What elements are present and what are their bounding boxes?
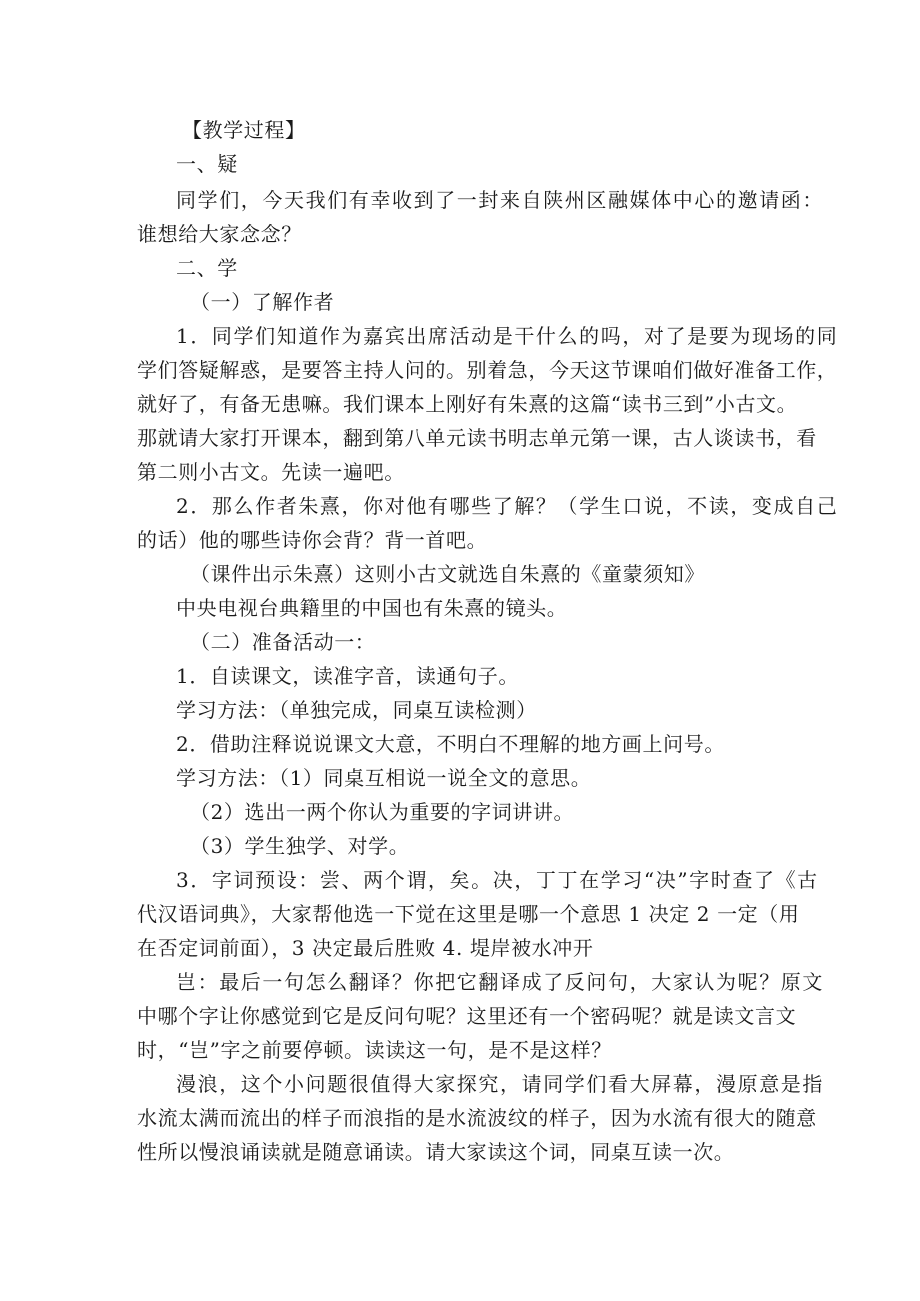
paragraph-line: 时，“岂”字之前要停顿。读读这一句，是不是这样？: [137, 1038, 612, 1062]
paragraph-line: 2．借助注释说说课文大意，不明白不理解的地方画上问号。: [176, 732, 725, 756]
paragraph-line: 中哪个字让你感觉到它是反问句呢？这里还有一个密码呢？就是读文言文: [137, 1004, 797, 1028]
paragraph-line: （3）学生独学、对学。: [190, 834, 410, 858]
paragraph-line: 在否定词前面），3 决定最后胜败 4. 堤岸被水冲开: [137, 936, 594, 960]
paragraph-line: 3．字词预设：尝、两个谓，矣。决，丁丁在学习“决”字时查了《古: [176, 868, 819, 892]
paragraph-line: 同学们，今天我们有幸收到了一封来自陕州区融媒体中心的邀请函：: [176, 188, 824, 212]
paragraph-line: 水流太满而流出的样子而浪指的是水流波纹的样子，因为水流有很大的随意: [137, 1106, 817, 1130]
section-heading: 【教学过程】: [182, 118, 306, 142]
paragraph-line: 漫浪，这个小问题很值得大家探究，请同学们看大屏幕，漫原意是指: [176, 1072, 824, 1096]
paragraph-line: 学习方法：（单独完成，同桌互读检测）: [176, 698, 537, 722]
paragraph-line: 第二则小古文。先读一遍吧。: [137, 460, 405, 484]
paragraph-line: 2．那么作者朱熹，你对他有哪些了解？（学生口说，不读，变成自己: [176, 494, 839, 518]
section-title-learn: 二、学: [176, 256, 238, 280]
paragraph-line: 1．自读课文，读准字音，读通句子。: [176, 664, 519, 688]
paragraph-line: 岂：最后一句怎么翻译？你把它翻译成了反问句，大家认为呢？原文: [176, 970, 824, 994]
paragraph-line: （课件出示朱熹）这则小古文就选自朱熹的《童蒙须知》: [190, 562, 705, 586]
paragraph-line: 学习方法：（1）同桌互相说一说全文的意思。: [176, 766, 592, 790]
section-title-doubt: 一、疑: [176, 152, 238, 176]
paragraph-line: 学们答疑解惑，是要答主持人问的。别着急，今天这节课咱们做好准备工作，: [137, 358, 838, 382]
paragraph-line: 的话）他的哪些诗你会背？背一首吧。: [137, 528, 488, 552]
paragraph-line: 1．同学们知道作为嘉宾出席活动是干什么的吗，对了是要为现场的同: [176, 324, 839, 348]
paragraph-line: 那就请大家打开课本，翻到第八单元读书明志单元第一课，古人谈读书，看: [137, 426, 817, 450]
paragraph-line: 中央电视台典籍里的中国也有朱熹的镜头。: [176, 596, 568, 620]
subsection-title: （一）了解作者: [190, 290, 335, 314]
subsection-title: （二）准备活动一：: [190, 630, 376, 654]
paragraph-line: 谁想给大家念念？: [137, 222, 302, 246]
paragraph-line: （2）选出一两个你认为重要的字词讲讲。: [190, 800, 575, 824]
paragraph-line: 就好了，有备无患嘛。我们课本上刚好有朱熹的这篇“读书三到”小古文。: [137, 392, 798, 416]
paragraph-line: 性所以慢浪诵读就是随意诵读。请大家读这个词，同桌互读一次。: [137, 1140, 735, 1164]
paragraph-line: 代汉语词典》，大家帮他选一下觉在这里是哪一个意思 1 决定 2 一定（用: [137, 902, 800, 926]
